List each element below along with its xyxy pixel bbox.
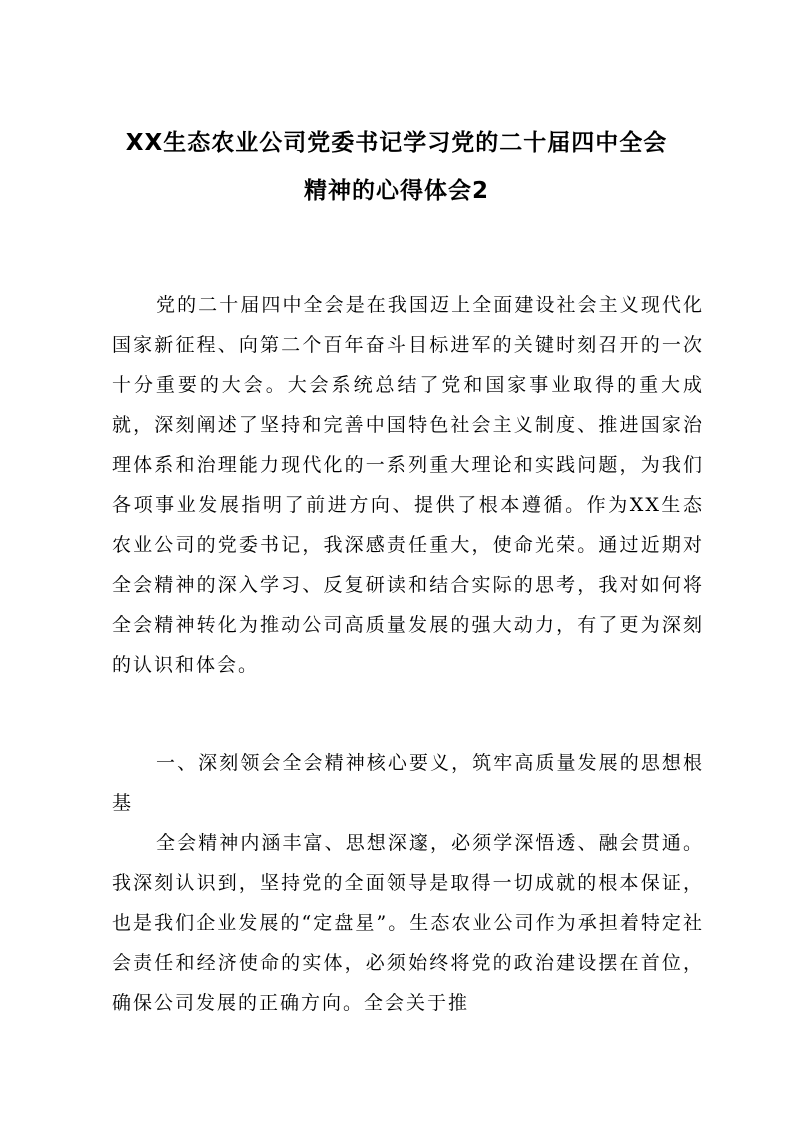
document-title-line-1: XX生态农业公司党委书记学习党的二十届四中全会 bbox=[125, 130, 668, 156]
intro-paragraph: 党的二十届四中全会是在我国迈上全面建设社会主义现代化国家新征程、向第二个百年奋斗目标进军的关键时刻召开的一次十分重要的大会。大会系统总结了党和国家事业取得的重大成就，深刻阐述了坚持和完善中国特色社会主义制度、推进国家治理体系和治理能力现代化的一系列重大理论和实践问题，为我们各项事业发展指明了前进方向、提供了根本遵循。作为XX生态农业公司的党委书记，我深感责任重大，使命光荣。通过近期对全会精神的深入学习、反复研读和结合实际的思考，我对如何将全会精神转化为推动公司高质量发展的强大动力，有了更为深刻的认识和体会。 bbox=[112, 294, 704, 676]
document-title-line-2: 精神的心得体会2 bbox=[303, 178, 489, 204]
section-heading-1: 一、深刻领会全会精神核心要义，筑牢高质量发展的思想根基 bbox=[112, 752, 704, 814]
section-1-paragraph: 全会精神内涵丰富、思想深邃，必须学深悟透、融会贯通。我深刻认识到，坚持党的全面领导是取得一切成就的根本保证，也是我们企业发展的“定盘星”。生态农业公司作为承担着特定社会责任和经济使命的实体，必须始终将党的政治建设摆在首位，确保公司发展的正确方向。全会关于推 bbox=[112, 832, 704, 1014]
